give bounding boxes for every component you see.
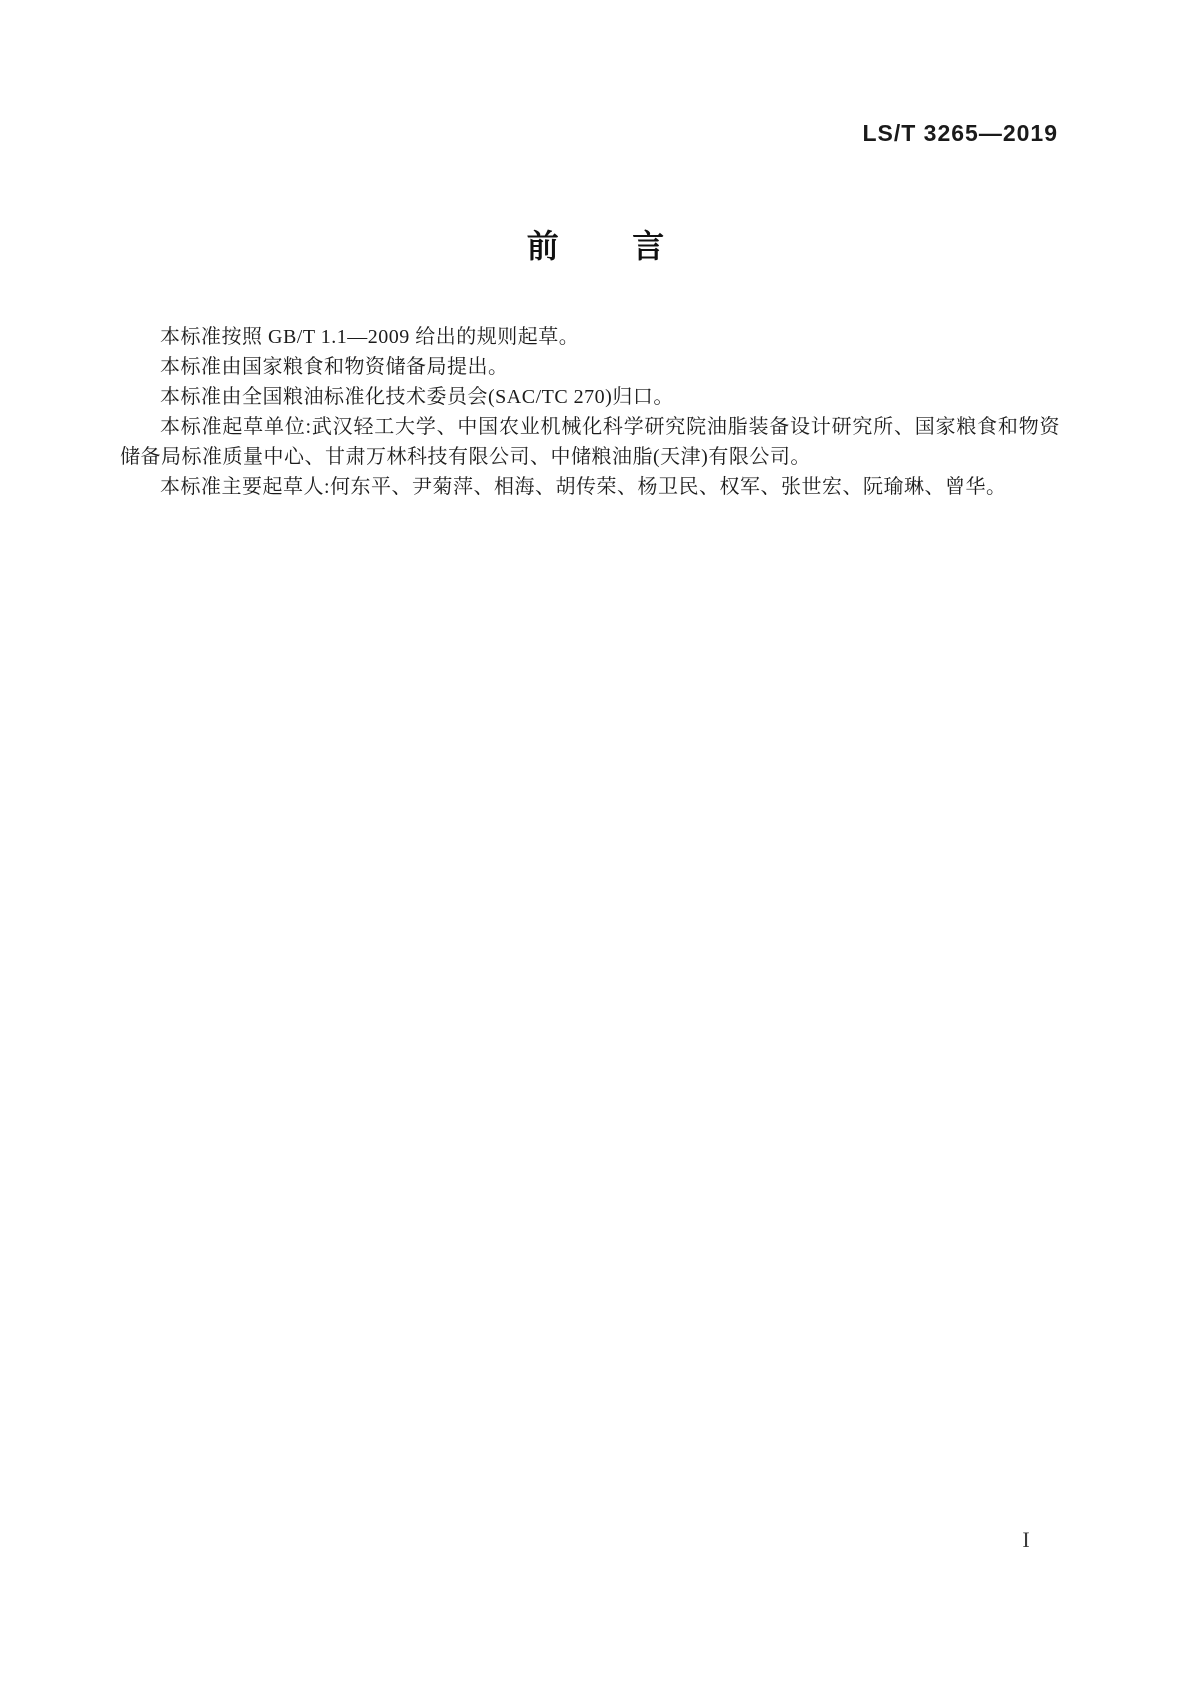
page-number: I bbox=[1022, 1527, 1030, 1552]
page-title: 前言 bbox=[526, 228, 738, 264]
foreword-paragraph: 本标准主要起草人:何东平、尹菊萍、相海、胡传荣、杨卫民、权军、张世宏、阮瑜琳、曾华。 bbox=[160, 476, 1007, 498]
foreword-paragraph: 本标准起草单位:武汉轻工大学、中国农业机械化科学研究院油脂装备设计研究所、国家粮食和物资储备局标准质量中心、甘肃万林科技有限公司、中储粮油脂(天津)有限公司。 bbox=[120, 416, 1060, 468]
standard-number-header: LS/T 3265—2019 bbox=[862, 120, 1058, 146]
foreword-paragraph: 本标准由国家粮食和物资储备局提出。 bbox=[160, 356, 509, 378]
foreword-body bbox=[120, 322, 1060, 502]
foreword-paragraph: 本标准由全国粮油标准化技术委员会(SAC/TC 270)归口。 bbox=[160, 386, 674, 408]
foreword-paragraph: 本标准按照 GB/T 1.1—2009 给出的规则起草。 bbox=[160, 326, 580, 348]
